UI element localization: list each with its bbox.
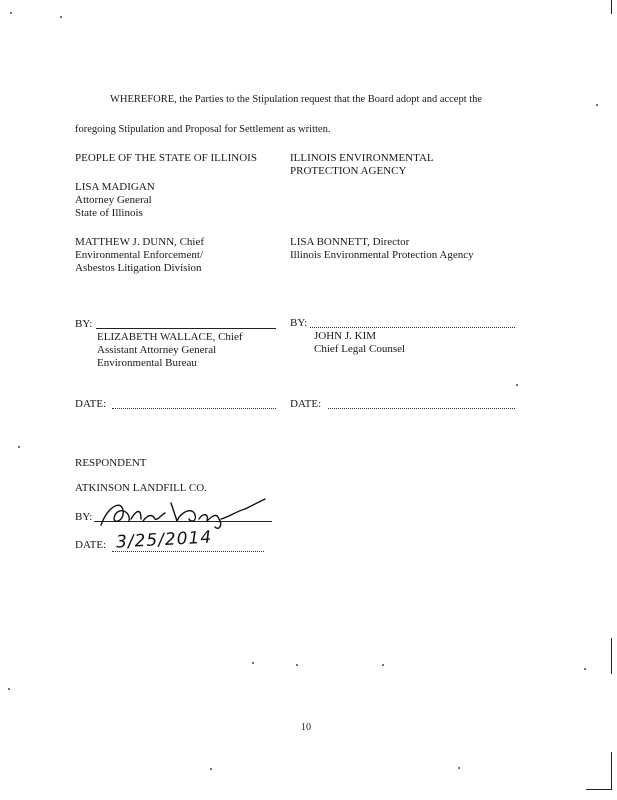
scan-speck xyxy=(584,668,586,670)
intro-line-1: WHEREFORE, the Parties to the Stipulation request that the Board adopt and accept the xyxy=(110,94,483,105)
agency-director-name: LISA BONNETT, Director xyxy=(290,236,410,248)
scan-speck xyxy=(10,12,12,14)
complainant-signature-line xyxy=(96,328,276,329)
complainant-signer-bureau: Environmental Bureau xyxy=(97,357,197,369)
scan-speck xyxy=(8,688,10,690)
scan-speck xyxy=(296,664,298,666)
scan-edge-mark-middle xyxy=(611,638,612,674)
complainant-date-label: DATE: xyxy=(75,398,107,410)
respondent-date-label: DATE: xyxy=(75,539,107,551)
scan-edge-mark-corner xyxy=(586,789,612,790)
complainant-signer-name: ELIZABETH WALLACE, Chief xyxy=(97,331,243,343)
page-number: 10 xyxy=(301,722,311,733)
handwritten-signature xyxy=(95,497,265,531)
respondent-heading: RESPONDENT xyxy=(75,457,147,469)
scan-speck xyxy=(516,384,518,386)
intro-line-2: foregoing Stipulation and Proposal for Settlement as written. xyxy=(75,124,331,135)
scan-edge-mark-top xyxy=(611,0,612,14)
complainant-by-label: BY: xyxy=(75,318,93,330)
respondent-by-label: BY: xyxy=(75,511,93,523)
complainant-heading: PEOPLE OF THE STATE OF ILLINOIS xyxy=(75,152,257,164)
division-chief-line-2: Environmental Enforcement/ xyxy=(75,249,203,261)
division-chief-name: MATTHEW J. DUNN, Chief xyxy=(75,236,205,248)
scan-speck xyxy=(458,767,460,769)
complainant-date-line xyxy=(112,408,276,409)
division-chief-line-3: Asbestos Litigation Division xyxy=(75,262,202,274)
scan-edge-mark-bottom xyxy=(611,752,612,790)
agency-heading-line-2: PROTECTION AGENCY xyxy=(290,165,407,177)
scan-speck xyxy=(60,16,62,18)
attorney-general-state: State of Illinois xyxy=(75,207,143,219)
scan-speck xyxy=(18,446,20,448)
agency-signer-name: JOHN J. KIM xyxy=(314,330,377,342)
agency-signature-line xyxy=(310,327,515,328)
respondent-company: ATKINSON LANDFILL CO. xyxy=(75,482,207,494)
scan-speck xyxy=(252,662,254,664)
handwritten-date: 3/25/2014 xyxy=(115,527,213,553)
agency-date-label: DATE: xyxy=(290,398,322,410)
agency-heading-line-1: ILLINOIS ENVIRONMENTAL xyxy=(290,152,434,164)
complainant-signer-title: Assistant Attorney General xyxy=(97,344,217,356)
attorney-general-title: Attorney General xyxy=(75,194,152,206)
scan-speck xyxy=(210,768,212,770)
agency-date-line xyxy=(328,408,515,409)
agency-by-label: BY: xyxy=(290,317,308,329)
agency-signer-title: Chief Legal Counsel xyxy=(314,343,406,355)
scan-speck xyxy=(382,664,384,666)
scan-speck xyxy=(596,104,598,106)
attorney-general-name: LISA MADIGAN xyxy=(75,181,155,193)
agency-director-agency: Illinois Environmental Protection Agency xyxy=(290,249,474,261)
